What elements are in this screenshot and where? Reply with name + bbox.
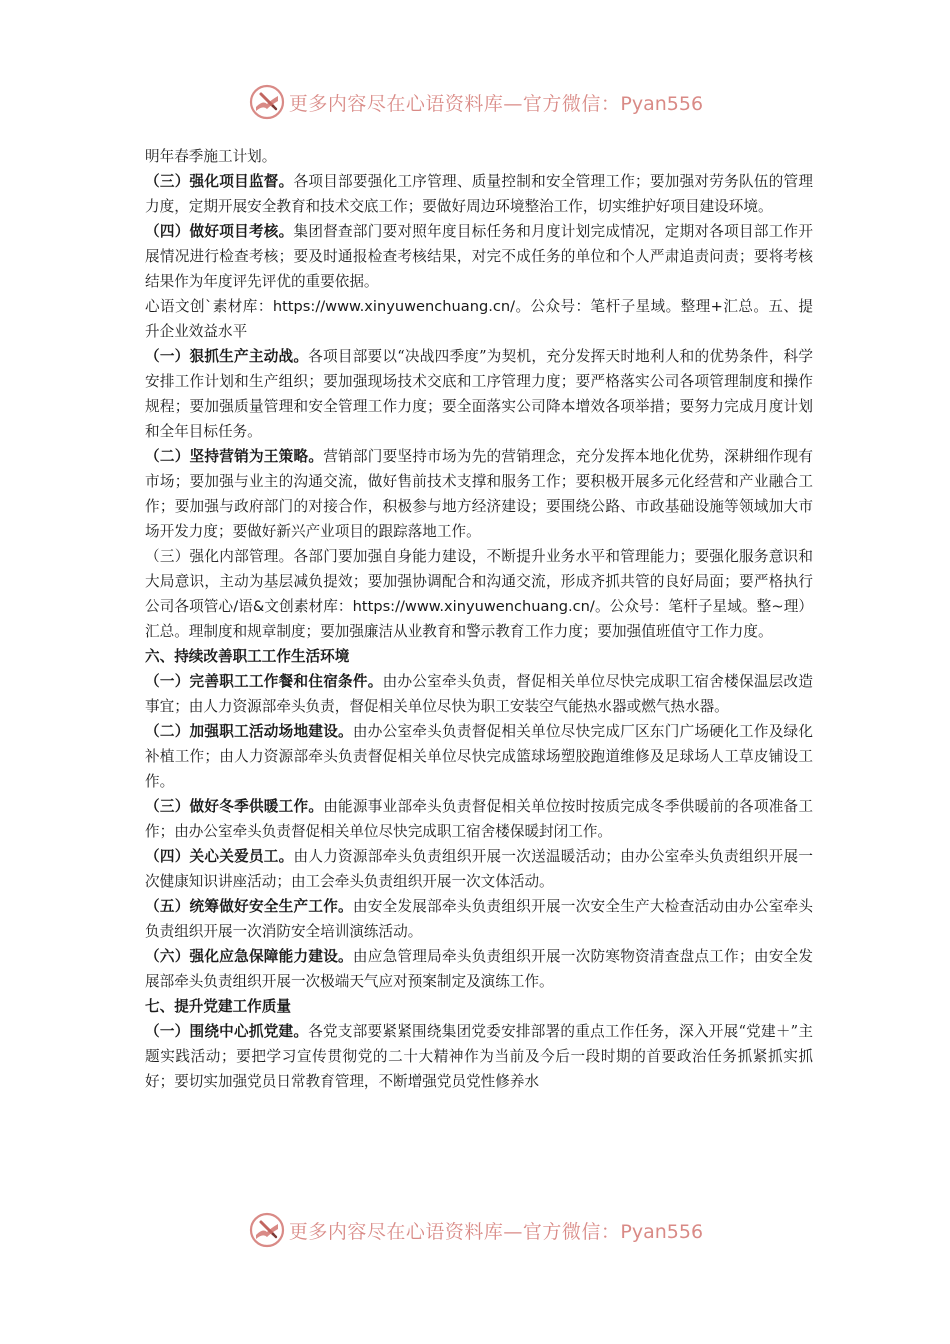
paragraph: （四）关心关爱员工。由人力资源部牵头负责组织开展一次送温暖活动；由办公室牵头负责组织开展一次健康知识讲座活动；由工会牵头负责组织开展一次文体活动。 (145, 848, 813, 890)
footer-watermark-banner (0, 1208, 950, 1252)
paragraph: 明年春季施工计划。 (145, 148, 277, 165)
banner-text: 更多内容尽在心语资料库—官方微信：Pyan556 (288, 1220, 704, 1243)
paragraph: （六）强化应急保障能力建设。由应急管理局牵头负责组织开展一次防寒物资清查盘点工作；由安全发展部牵头负责组织开展一次极端天气应对预案制定及演练工作。 (145, 948, 813, 990)
paragraph: 心语文创`素材库：https://www.xinyuwenchuang.cn/。公众号：笔杆子星域。整理+汇总。五、提升企业效益水平 (145, 298, 813, 340)
paragraph: （三）强化内部管理。各部门要加强自身能力建设，不断提升业务水平和管理能力；要强化服务意识和大局意识，主动为基层减负提效；要加强协调配合和沟通交流，形成齐抓共管的良好局面；要严格执行公司各项管心/语&文创素材库：https://www.xinyuwenchuang.cn/。公众号：笔杆子星域。整~理）汇总。理制度和规章制度；要加强廉洁从业教育和警示教育工作力度；要加强值班值守工作力度。 (145, 548, 813, 640)
section-heading: 六、持续改善职工工作生活环境 (145, 648, 350, 665)
paragraph: （四）做好项目考核。集团督查部门要对照年度目标任务和月度计划完成情况，定期对各项目部工作开展情况进行检查考核；要及时通报检查考核结果，对完不成任务的单位和个人严肃追责问责；要将考核结果作为年度评先评优的重要依据。 (145, 223, 813, 290)
paragraph: （三）做好冬季供暖工作。由能源事业部牵头负责督促相关单位按时按质完成冬季供暖前的各项准备工作；由办公室牵头负责督促相关单位尽快完成职工宿舍楼保暖封闭工作。 (145, 798, 813, 840)
paragraph: （二）坚持营销为王策略。营销部门要坚持市场为先的营销理念，充分发挥本地化优势，深耕细作现有市场；要加强与业主的沟通交流，做好售前技术支撑和服务工作；要积极开展多元化经营和产业融合工作；要加强与政府部门的对接合作，积极参与地方经济建设；要围绕公路、市政基础设施等领域加大市场开发力度；要做好新兴产业项目的跟踪落地工作。 (145, 448, 813, 540)
section-heading: 七、提升党建工作质量 (145, 998, 291, 1015)
book-logo-icon (247, 1210, 287, 1250)
paragraph: （三）强化项目监督。各项目部要强化工序管理、质量控制和安全管理工作；要加强对劳务队伍的管理力度，定期开展安全教育和技术交底工作；要做好周边环境整治工作，切实维护好项目建设环境。 (145, 173, 813, 215)
paragraph: （一）围绕中心抓党建。各党支部要紧紧围绕集团党委安排部署的重点工作任务，深入开展“党建＋”主题实践活动；要把学习宣传贯彻党的二十大精神作为当前及今后一段时期的首要政治任务抓紧抓实抓好；要切实加强党员日常教育管理，不断增强党员党性修养水 (145, 1023, 813, 1090)
book-logo-icon (247, 82, 287, 122)
header-watermark-banner (0, 80, 950, 124)
paragraph: （一）完善职工工作餐和住宿条件。由办公室牵头负责，督促相关单位尽快完成职工宿舍楼保温层改造事宜；由人力资源部牵头负责，督促相关单位尽快为职工安装空气能热水器或燃气热水器。 (145, 673, 813, 715)
paragraph: （五）统筹做好安全生产工作。由安全发展部牵头负责组织开展一次安全生产大检查活动由办公室牵头负责组织开展一次消防安全培训演练活动。 (145, 898, 813, 940)
banner-text: 更多内容尽在心语资料库—官方微信：Pyan556 (288, 92, 704, 115)
paragraph: （二）加强职工活动场地建设。由办公室牵头负责督促相关单位尽快完成厂区东门广场硬化工作及绿化补植工作；由人力资源部牵头负责督促相关单位尽快完成篮球场塑胶跑道维修及足球场人工草皮铺设工作。 (145, 723, 813, 790)
document-body (145, 144, 813, 1094)
paragraph: （一）狠抓生产主动战。各项目部要以“决战四季度”为契机，充分发挥天时地利人和的优势条件，科学安排工作计划和生产组织；要加强现场技术交底和工序管理力度；要严格落实公司各项管理制度和操作规程；要加强质量管理和安全管理工作力度；要全面落实公司降本增效各项举措；要努力完成月度计划和全年目标任务。 (145, 348, 813, 440)
